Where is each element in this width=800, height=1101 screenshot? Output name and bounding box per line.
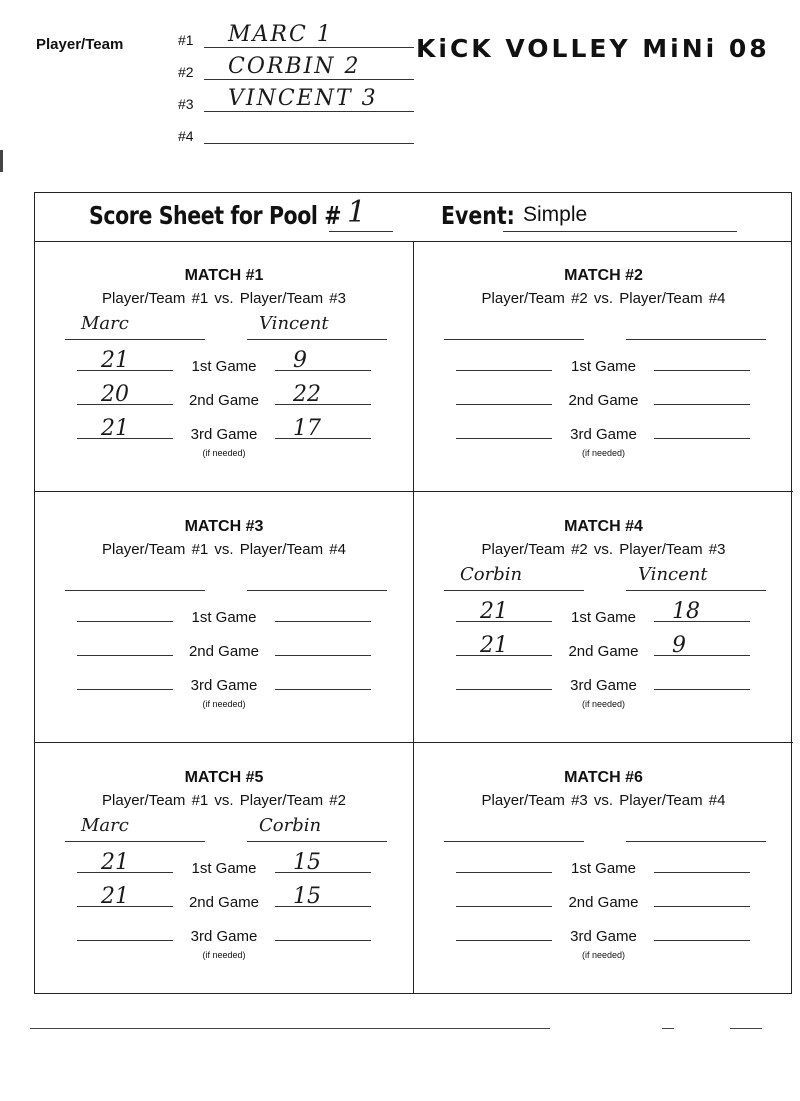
- match-card-5: [35, 743, 414, 994]
- left-player-name: Marc: [81, 815, 129, 836]
- if-needed-note: (if needed): [581, 699, 626, 709]
- game-label: 1st Game: [191, 860, 257, 877]
- game-row-2: [35, 884, 413, 911]
- player-row-3: [178, 86, 414, 114]
- match-title: MATCH #2: [564, 267, 643, 284]
- left-score: 21: [101, 416, 129, 441]
- left-name-line: [444, 841, 584, 842]
- right-player-name: Vincent: [638, 564, 708, 585]
- left-name-line: [65, 590, 205, 591]
- match-card-1: [35, 241, 414, 492]
- match-title: MATCH #1: [184, 267, 264, 284]
- player-number: #2: [178, 64, 194, 80]
- game-row-2: [414, 385, 793, 409]
- game-label: 2nd Game: [188, 643, 260, 660]
- right-name-line: [247, 339, 387, 340]
- player-row-1: [178, 22, 414, 50]
- left-score: 21: [480, 599, 508, 624]
- game-label: 3rd Game: [570, 677, 637, 694]
- game-label: 2nd Game: [188, 894, 260, 911]
- brand-title: KiCK VOLLEY MiNi 08: [416, 34, 770, 63]
- right-name-line: [626, 590, 766, 591]
- game-label: 3rd Game: [190, 677, 258, 694]
- if-needed-note: (if needed): [202, 950, 246, 960]
- game-label: 1st Game: [570, 609, 637, 626]
- match-vs-label: Player/Team #1 vs. Player/Team #2: [102, 792, 346, 809]
- game-label: 3rd Game: [570, 928, 637, 945]
- game-label: 1st Game: [191, 358, 257, 375]
- match-vs-label: Player/Team #3 vs. Player/Team #4: [481, 792, 726, 809]
- game-row-3: [35, 416, 413, 443]
- match-title: MATCH #3: [184, 518, 264, 535]
- sheet-title: Score Sheet for Pool #: [89, 201, 342, 230]
- right-name-line: [247, 841, 387, 842]
- match-vs-label: Player/Team #1 vs. Player/Team #3: [102, 290, 346, 307]
- match-card-3: [35, 492, 414, 743]
- right-score: 15: [293, 884, 321, 909]
- game-label: 1st Game: [191, 609, 257, 626]
- right-score: 9: [293, 348, 307, 373]
- right-score: 17: [293, 416, 321, 441]
- footer-rule: [30, 1028, 550, 1029]
- right-name-line: [626, 339, 766, 340]
- scan-edge-mark: [0, 150, 3, 172]
- event-line: [503, 231, 737, 232]
- game-label: 2nd Game: [568, 392, 639, 409]
- sheet-header: [35, 193, 791, 242]
- game-label: 1st Game: [570, 860, 637, 877]
- game-row-1: [414, 853, 793, 877]
- right-score: 22: [293, 382, 321, 407]
- game-row-1: [35, 348, 413, 375]
- game-row-2: [414, 633, 793, 660]
- left-score: 21: [101, 884, 129, 909]
- player-name: CORBIN 2: [228, 54, 361, 79]
- left-score: 21: [480, 633, 508, 658]
- game-row-1: [35, 602, 413, 626]
- if-needed-note: (if needed): [202, 699, 246, 709]
- player-line: [204, 79, 414, 80]
- game-label: 3rd Game: [570, 426, 637, 443]
- game-label: 2nd Game: [188, 392, 260, 409]
- game-label: 1st Game: [570, 358, 637, 375]
- score-sheet: [34, 192, 792, 994]
- left-player-name: Corbin: [460, 564, 523, 585]
- player-name: VINCENT 3: [228, 86, 378, 111]
- game-label: 2nd Game: [568, 894, 639, 911]
- if-needed-note: (if needed): [202, 448, 246, 458]
- right-score: 15: [293, 850, 321, 875]
- left-name-line: [65, 841, 205, 842]
- right-score: 9: [672, 633, 686, 658]
- game-row-1: [414, 351, 793, 375]
- pool-line: [329, 231, 393, 232]
- left-name-line: [65, 339, 205, 340]
- footer-rule: [662, 1028, 674, 1029]
- right-player-name: Vincent: [259, 313, 329, 334]
- left-score: 20: [101, 382, 129, 407]
- game-row-3: [414, 670, 793, 694]
- game-row-1: [35, 850, 413, 877]
- match-card-4: [414, 492, 793, 743]
- game-row-3: [414, 419, 793, 443]
- if-needed-note: (if needed): [581, 448, 626, 458]
- game-row-3: [35, 921, 413, 945]
- game-row-3: [35, 670, 413, 694]
- event-label: Event:: [441, 201, 515, 230]
- player-number: #4: [178, 128, 194, 144]
- player-line: [204, 47, 414, 48]
- game-row-2: [35, 382, 413, 409]
- right-score: 18: [672, 599, 700, 624]
- player-line: [204, 143, 414, 144]
- match-card-2: [414, 241, 793, 492]
- pool-number: 1: [347, 195, 367, 230]
- player-row-4: [178, 124, 414, 146]
- player-row-2: [178, 54, 414, 82]
- game-label: 3rd Game: [190, 928, 258, 945]
- game-row-1: [414, 599, 793, 626]
- match-title: MATCH #5: [184, 769, 264, 786]
- right-name-line: [626, 841, 766, 842]
- player-number: #1: [178, 32, 194, 48]
- left-score: 21: [101, 348, 129, 373]
- match-grid: [35, 241, 791, 993]
- footer-rule: [730, 1028, 762, 1029]
- left-name-line: [444, 590, 584, 591]
- left-player-name: Marc: [81, 313, 129, 334]
- game-row-2: [35, 636, 413, 660]
- game-label: 3rd Game: [190, 426, 258, 443]
- player-team-label: Player/Team: [36, 36, 124, 53]
- match-card-6: [414, 743, 793, 994]
- left-score: 21: [101, 850, 129, 875]
- match-vs-label: Player/Team #2 vs. Player/Team #4: [481, 290, 726, 307]
- player-name: MARC 1: [228, 22, 333, 47]
- event-value: Simple: [523, 203, 588, 226]
- player-number: #3: [178, 96, 194, 112]
- match-title: MATCH #4: [564, 518, 643, 535]
- game-row-3: [414, 921, 793, 945]
- if-needed-note: (if needed): [581, 950, 626, 960]
- left-name-line: [444, 339, 584, 340]
- match-vs-label: Player/Team #1 vs. Player/Team #4: [102, 541, 346, 558]
- game-row-2: [414, 887, 793, 911]
- right-player-name: Corbin: [259, 815, 322, 836]
- game-label: 2nd Game: [568, 643, 639, 660]
- match-vs-label: Player/Team #2 vs. Player/Team #3: [481, 541, 726, 558]
- player-line: [204, 111, 414, 112]
- match-title: MATCH #6: [564, 769, 643, 786]
- right-name-line: [247, 590, 387, 591]
